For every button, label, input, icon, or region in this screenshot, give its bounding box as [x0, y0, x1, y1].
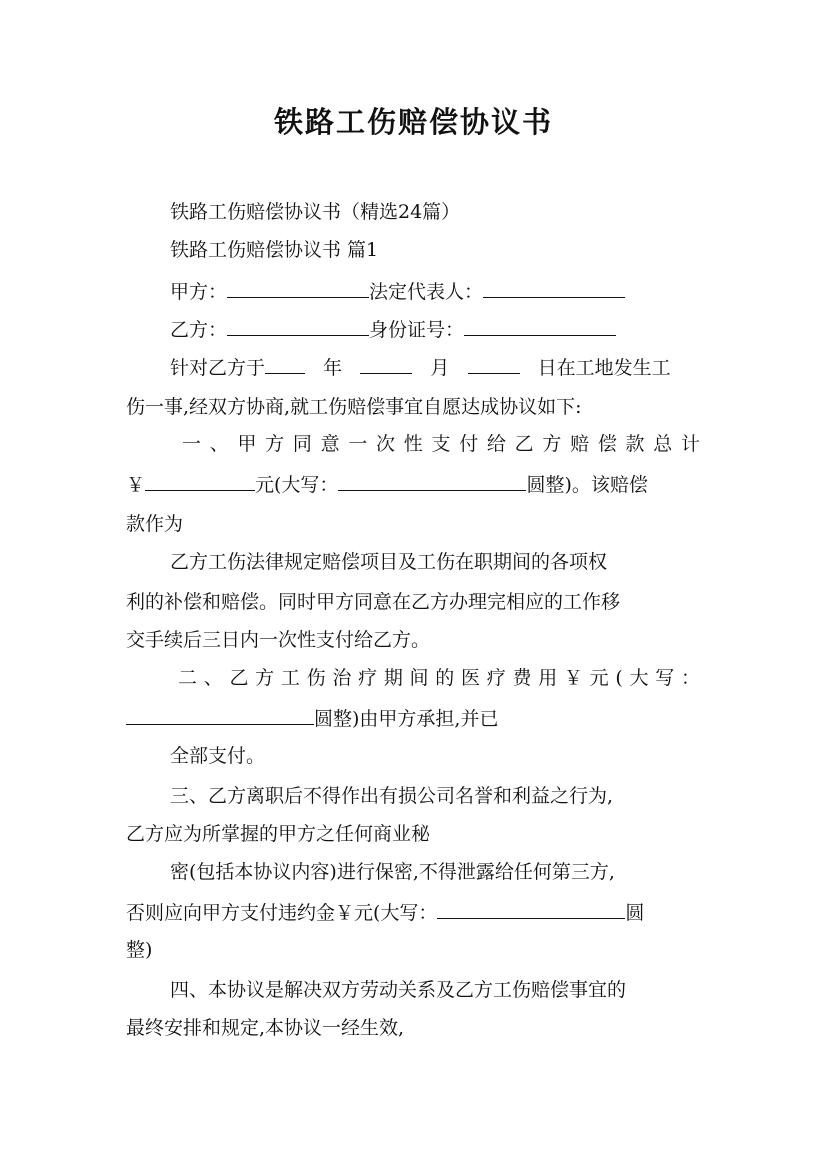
intro-text-2: 日在工地发生工	[537, 357, 671, 379]
document-title: 铁路工伤赔偿协议书	[273, 105, 553, 139]
intro-text-1: 针对乙方于	[170, 357, 266, 379]
amount-blank	[145, 470, 255, 491]
document-subtitle: 铁路工伤赔偿协议书（精选24篇）	[170, 201, 461, 223]
party-a-rep-label: 法定代表人：	[369, 281, 484, 303]
penalty-tail: 圆	[625, 902, 645, 924]
clause1-line-3: 款作为	[126, 513, 184, 535]
intro-line-1	[170, 353, 671, 381]
party-b-label: 乙方：	[170, 319, 228, 341]
clause2-line-2	[126, 704, 498, 732]
party-a-rep-blank	[483, 277, 625, 298]
clause1-line-2	[126, 470, 648, 498]
day-blank	[468, 353, 520, 374]
clause3-line-4	[126, 898, 644, 926]
yuan-daxie-label: 元(大写：	[255, 474, 339, 496]
party-b-line	[170, 315, 616, 343]
clause1-line-1: 一、甲方同意一次性支付给乙方赔偿款总计	[182, 433, 700, 455]
month-blank	[360, 353, 412, 374]
party-a-line	[170, 277, 625, 305]
party-b-id-label: 身份证号：	[369, 319, 465, 341]
month-label: 月	[430, 357, 450, 379]
clause1-tail: 圆整)。该赔偿	[526, 474, 648, 496]
party-b-id-blank	[464, 315, 616, 336]
clause3-line-2: 乙方应为所掌握的甲方之任何商业秘	[126, 823, 431, 845]
party-a-name-blank	[227, 277, 369, 298]
party-b-name-blank	[227, 315, 369, 336]
clause4-line-2: 最终安排和规定,本协议一经生效,	[126, 1017, 405, 1039]
clause4-line-1: 四、本协议是解决双方劳动关系及乙方工伤赔偿事宜的	[170, 979, 627, 1001]
amount-daxie-blank	[338, 470, 526, 491]
clause3-line-5: 整)	[126, 939, 153, 961]
clause2-tail: 圆整)由甲方承担,并已	[314, 708, 499, 730]
clause2-line-1: 二、乙方工伤治疗期间的医疗费用￥元(大写：	[178, 667, 700, 689]
clause1-line-5: 利的补偿和赔偿。同时甲方同意在乙方办理完相应的工作移	[126, 591, 621, 613]
clause3-line-1: 三、乙方离职后不得作出有损公司名誉和利益之行为,	[170, 785, 614, 807]
clause2-line-3: 全部支付。	[170, 745, 266, 767]
clause1-line-6: 交手续后三日内一次性支付给乙方。	[126, 629, 431, 651]
party-a-label: 甲方：	[170, 281, 228, 303]
year-label: 年	[323, 357, 343, 379]
penalty-daxie-blank	[437, 898, 625, 919]
year-blank	[265, 353, 305, 374]
part-heading: 铁路工伤赔偿协议书 篇1	[170, 239, 379, 261]
medical-daxie-blank	[126, 704, 314, 725]
penalty-label: 否则应向甲方支付违约金￥元(大写：	[126, 902, 438, 924]
intro-line-2: 伤一事,经双方协商,就工伤赔偿事宜自愿达成协议如下:	[126, 396, 582, 418]
clause1-line-4: 乙方工伤法律规定赔偿项目及工伤在职期间的各项权	[170, 551, 608, 573]
currency-symbol: ￥	[126, 474, 146, 496]
clause3-line-3: 密(包括本协议内容)进行保密,不得泄露给任何第三方,	[170, 861, 615, 883]
